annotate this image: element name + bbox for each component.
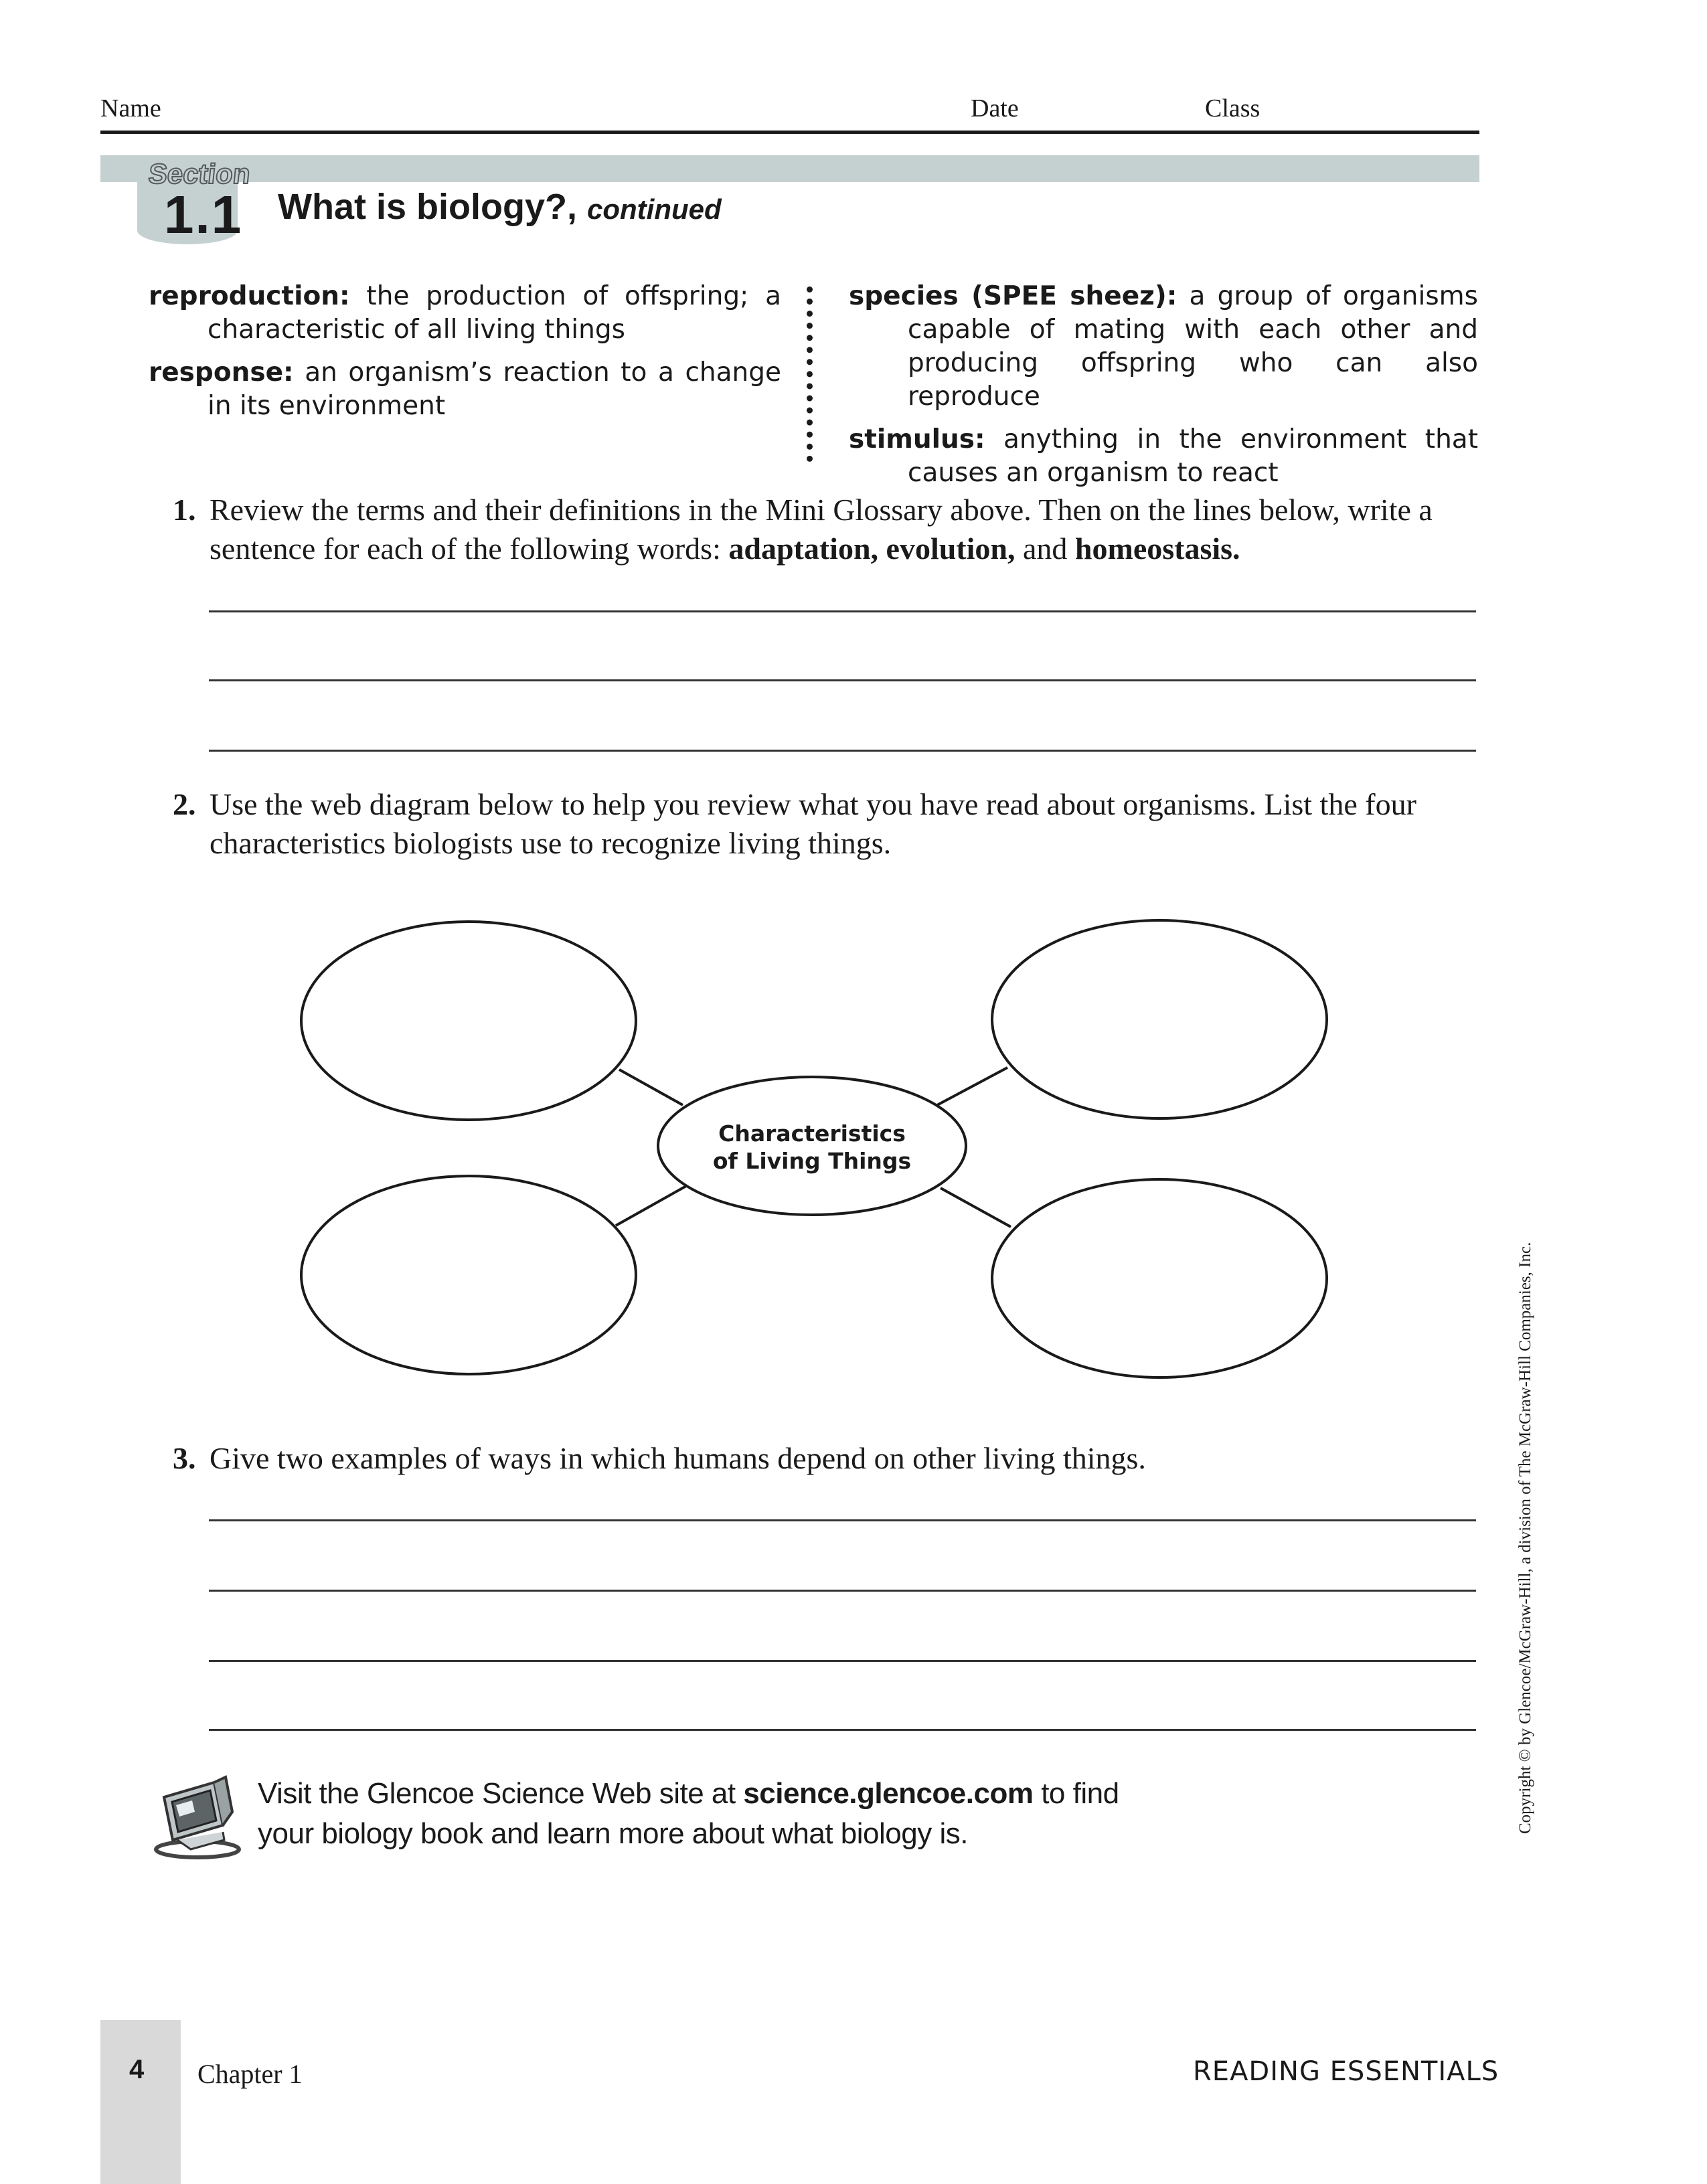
glossary-term: reproduction: (149, 281, 350, 311)
question-text: Review the terms and their definitions in the Mini Glossary above. Then on the lines below, write a sentence for each of the following words: (210, 493, 1433, 566)
answer-line[interactable] (209, 750, 1476, 752)
web-tip-line2: your biology book and learn more about what biology is. (258, 1817, 968, 1850)
question-text: Use the web diagram below to help you review what you have read about organisms. List the four characteristics biologists use to recognize living things. (210, 787, 1416, 860)
glossary-divider (807, 286, 813, 462)
question-3 (173, 1439, 1478, 1478)
question-text: Give two examples of ways in which humans depend on other living things. (210, 1441, 1146, 1475)
center-label-line2: of Living Things (712, 1148, 912, 1174)
answer-line[interactable] (209, 1590, 1476, 1592)
answer-line[interactable] (209, 610, 1476, 612)
glossary-left (149, 280, 781, 432)
computer-icon (151, 1770, 251, 1861)
question-number: 2. (173, 787, 196, 821)
footer-book-title: READING ESSENTIALS (1193, 2056, 1499, 2087)
web-tip-url[interactable]: science.glencoe.com (743, 1777, 1034, 1810)
center-label-line1: Characteristics (718, 1120, 906, 1147)
glossary-right (849, 280, 1478, 499)
answer-line[interactable] (209, 1729, 1476, 1731)
copyright-notice: Copyright © by Glencoe/McGraw-Hill, a division of The McGraw-Hill Companies, Inc. (1516, 1242, 1534, 1834)
glossary-definition: the production of offspring; a characteristic of all living things (208, 281, 781, 345)
footer-tab (100, 2020, 181, 2184)
section-band (100, 155, 1479, 182)
section-title (278, 186, 722, 228)
page-number: 4 (129, 2055, 145, 2084)
glossary-term: stimulus: (849, 424, 985, 454)
section-subtitle: continued (587, 193, 722, 225)
date-label: Date (971, 94, 1019, 122)
connector-line (616, 1186, 686, 1226)
web-tip (258, 1774, 1119, 1854)
characteristic-bubble-bottom-left[interactable] (301, 1176, 636, 1374)
characteristic-bubble-top-left[interactable] (301, 922, 636, 1120)
web-tip-text: Visit the Glencoe Science Web site at (258, 1777, 744, 1810)
web-tip-text: to find (1033, 1777, 1119, 1810)
glossary-definition: anything in the environment that causes an organism to react (908, 424, 1478, 488)
connector-line (619, 1070, 683, 1105)
answer-line[interactable] (209, 1660, 1476, 1662)
glossary-definition: a group of organisms capable of mating with each other and producing offspring who can also reproduce (908, 281, 1478, 412)
glossary-term: species (SPEE sheez): (849, 281, 1177, 311)
glossary-entry (149, 356, 781, 423)
question-keyword: homeostasis. (1074, 531, 1240, 566)
question-number: 1. (173, 493, 196, 527)
answer-line[interactable] (209, 1519, 1476, 1521)
answer-line[interactable] (209, 679, 1476, 681)
class-label: Class (1205, 94, 1261, 122)
connector-line (937, 1068, 1007, 1105)
characteristic-bubble-bottom-right[interactable] (992, 1179, 1327, 1377)
glossary-entry (849, 280, 1478, 414)
footer-chapter: Chapter 1 (197, 2059, 303, 2089)
question-keyword: evolution, (886, 531, 1015, 566)
question-number: 3. (173, 1441, 196, 1475)
section-title-text: What is biology?, (278, 187, 577, 227)
glossary-entry (849, 423, 1478, 490)
characteristic-bubble-top-right[interactable] (992, 920, 1327, 1118)
web-tip-line1 (258, 1774, 1119, 1814)
question-keyword: adaptation, (728, 531, 879, 566)
question-2 (173, 785, 1478, 863)
section-word: Section (147, 158, 252, 189)
glossary-definition: an organism’s reaction to a change in its environment (208, 357, 781, 421)
glossary-entry (149, 280, 781, 347)
connector-line (941, 1188, 1011, 1227)
question-text-and: and (1015, 531, 1075, 566)
question-1 (173, 491, 1478, 568)
web-diagram (268, 900, 1352, 1396)
glossary-term: response: (149, 357, 294, 388)
header-rule (100, 131, 1479, 134)
name-label: Name (100, 94, 161, 122)
section-number: 1.1 (164, 185, 243, 244)
